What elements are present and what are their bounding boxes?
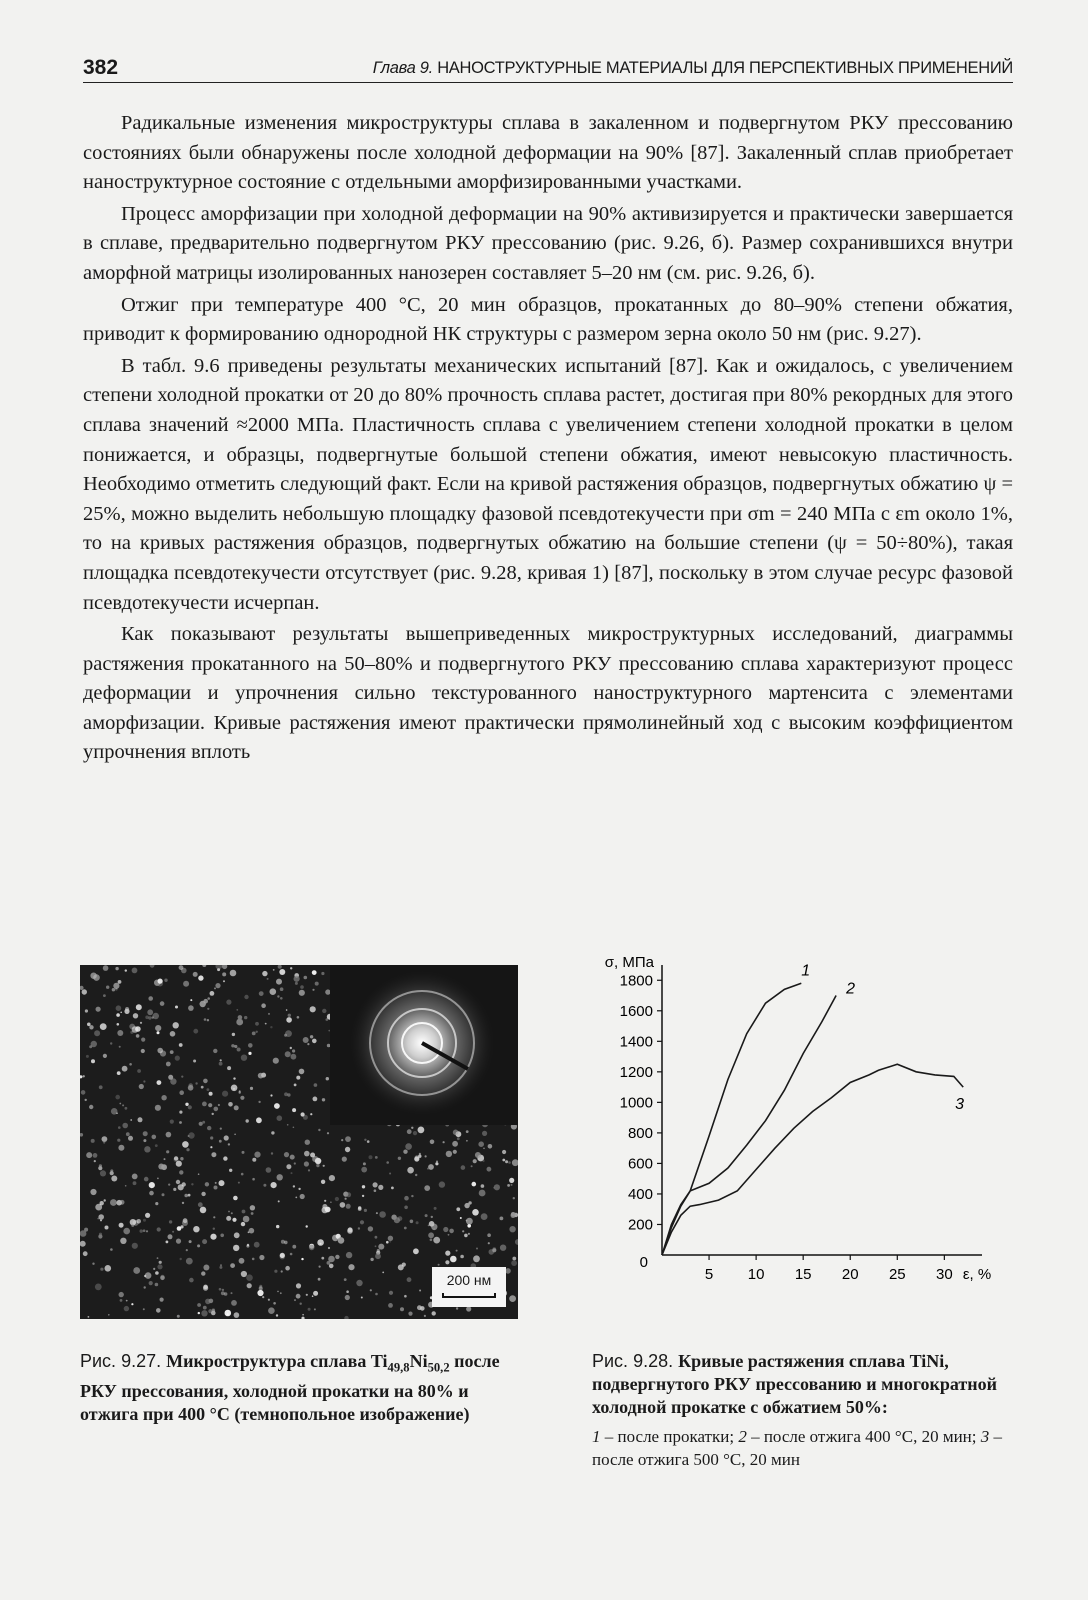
curve-2 — [662, 996, 836, 1256]
x-tick-label: 15 — [794, 1266, 812, 1283]
micrograph-texture — [80, 965, 518, 1319]
page-number: 382 — [83, 56, 119, 79]
curve-label-3: 3 — [955, 1096, 965, 1114]
chapter-prefix: Глава 9. — [372, 59, 433, 77]
y-tick-label: 1200 — [619, 1063, 653, 1081]
body-text — [83, 109, 1013, 770]
y-tick-label: 800 — [627, 1124, 653, 1142]
x-tick-label: 5 — [704, 1266, 714, 1283]
x-tick-label: 25 — [888, 1266, 906, 1283]
origin-label: 0 — [639, 1254, 648, 1271]
caption-label: Рис. 9.27. — [80, 1351, 167, 1371]
y-tick-label: 200 — [627, 1216, 653, 1234]
y-tick-label: 1800 — [619, 972, 653, 990]
y-axis-label: σ, МПа — [604, 955, 654, 971]
curve-label-2: 2 — [846, 980, 856, 998]
paragraph: Радикальные изменения микроструктуры сплава в закаленном и подвергнутом РКУ прессованию состояниях были обнаружены после холодной деформации на 90% [87]. Закаленный сплав приобретает наноструктурное состояние с отдельными аморфизированными участками. — [83, 112, 1013, 194]
figure-caption-left — [80, 1350, 525, 1426]
caption-legend: 1 – после прокатки; 2 – после отжига 400 °С, 20 мин; 3 –после отжига 500 °С, 20 мин — [592, 1427, 1002, 1469]
x-axis-label: ε, % — [962, 1266, 992, 1283]
figure-caption-right — [592, 1350, 1012, 1471]
y-tick-label: 600 — [627, 1155, 653, 1173]
caption-label: Рис. 9.28. — [592, 1351, 679, 1371]
running-head — [373, 59, 1013, 78]
caption-text: Микроструктура сплава $Ti_{49,8}Ni_{50,2}$ после РКУ прессования, холодной прокатки на 80% и отжига при 400 °С (темнопольное изображение) — [80, 1351, 500, 1424]
paragraph: В табл. 9.6 приведены результаты механических испытаний [87]. Как и ожидалось, с увеличением степени холодной прокатки от 20 до 80% прочность сплава растет, достигая при 80% рекордных для этого сплава значений ≈2000 МПа. Пластичность сплава с увеличением степени холодной прокатки в целом понижается, и образцы, подвергнутые большой степени обжатия, имеют невысокую пластичность. Необходимо отметить следующий факт. Если на кривой растяжения образцов, подвергнутых обжатию ψ = 25%, можно выделить небольшую площадку фазовой псевдотекучести при σm = 240 МПа с εm около 1%, то на кривых растяжения образцов, подвергнутых обжатию на большие степени (ψ = 50÷80%), такая площадка псевдотекучести отсутствует (рис. 9.28, кривая 1) [87], поскольку в этом случае ресурс фазовой псевдотекучести исчерпан. — [83, 354, 1013, 614]
page-header — [83, 56, 1013, 83]
paragraph: Процесс аморфизации при холодной деформации на 90% активизируется и практически завершается в сплаве, предварительно подвергнутом РКУ прессованию (рис. 9.26, б). Размер сохранившихся внутри аморфной матрицы изолированных нанозерен составляет 5–20 нм (см. рис. 9.26, б). — [83, 202, 1013, 284]
caption-text: Кривые растяжения сплава TiNi, подвергнутого РКУ прессованию и многократной холодной прокатке с обжатием 50%: — [592, 1351, 998, 1417]
y-tick-label: 1600 — [619, 1002, 653, 1020]
y-tick-label: 400 — [627, 1185, 653, 1203]
x-tick-label: 10 — [747, 1266, 765, 1283]
x-tick-label: 30 — [936, 1266, 953, 1283]
microstructure-image — [80, 965, 518, 1319]
chapter-title: НАНОСТРУКТУРНЫЕ МАТЕРИАЛЫ ДЛЯ ПЕРСПЕКТИВНЫХ ПРИМЕНЕНИЙ — [432, 59, 1013, 77]
y-tick-label: 1000 — [619, 1094, 653, 1112]
scale-bar — [432, 1267, 506, 1307]
paragraph: Как показывают результаты вышеприведенных микроструктурных исследований, диаграммы растяжения прокатанного на 50–80% и подвергнутого РКУ прессованию сплава характеризуют процесс деформации и упрочнения сильно текстурованного наноструктурного мартенсита с элементами аморфизации. Кривые растяжения имеют практически прямолинейный ход с высоким коэффициентом упрочнения вплоть — [83, 623, 1013, 764]
scale-bar-label: 200 нм — [446, 1272, 492, 1288]
tensile-chart — [592, 955, 1022, 1315]
y-tick-label: 1400 — [619, 1033, 653, 1051]
curve-3 — [662, 1064, 963, 1255]
paragraph: Отжиг при температуре 400 °С, 20 мин образцов, прокатанных до 80–90% степени обжатия, приводит к формированию однородной НК структуры с размером зерна около 50 нм (рис. 9.27). — [83, 293, 1013, 346]
x-tick-label: 20 — [841, 1266, 859, 1283]
curve-label-1: 1 — [801, 962, 811, 980]
